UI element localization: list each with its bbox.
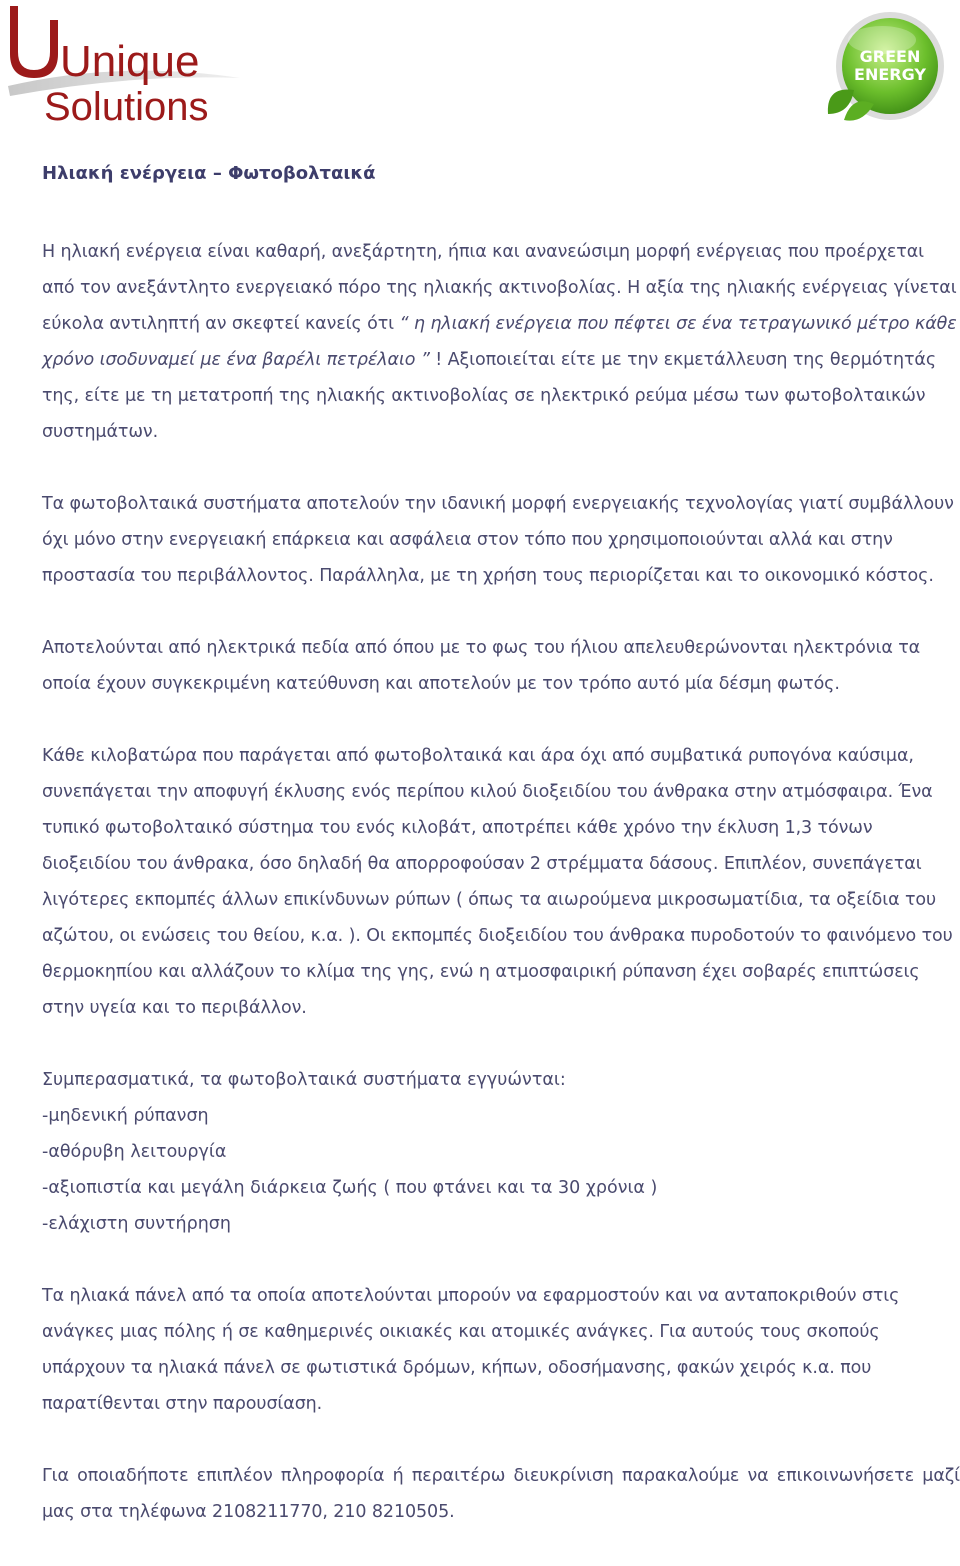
conclusion-lead: Συμπερασματικά, τα φωτοβολταικά συστήματα εγγυώνται: <box>42 1070 566 1090</box>
paragraph-composition: Αποτελούνται από ηλεκτρικά πεδία από όπου με το φως του ήλιου απελευθερώνονται ηλεκτρόνια τα οποία έχουν συγκεκριμένη κατεύθυνση και αποτελούν με τον τρόπο αυτό μία δέσμη φωτός. <box>42 638 921 694</box>
list-item: -αξιοπιστία και μεγάλη διάρκεια ζωής ( που φτάνει και τα 30 χρόνια ) <box>42 1178 658 1198</box>
green-energy-badge <box>822 10 950 128</box>
paragraph-panels: Τα ηλιακά πάνελ από τα οποία αποτελούνται μπορούν να εφαρμοστούν και να ανταποκριθούν στις ανάγκες μιας πόλης ή σε καθημερινές οικιακές και ατομικές ανάγκες. Για αυτούς τους σκοπούς υπάρχουν τα ηλιακά πάνελ σε φωτιστικά δρόμων, κήπων, οδοσήμανσης, φακών χειρός κ.α. που παρατίθενται στην παρουσίαση. <box>42 1286 900 1414</box>
article <box>42 158 960 1566</box>
badge-text-energy: ENERGY <box>854 65 926 84</box>
list-item: -αθόρυβη λειτουργία <box>42 1142 227 1162</box>
unique-solutions-logo <box>0 0 250 135</box>
page-title: Ηλιακή ενέργεια – Φωτοβολταικά <box>42 163 376 184</box>
list-item: -μηδενική ρύπανση <box>42 1106 209 1126</box>
intro-text-end: ! Αξιοποιείται είτε με την εκμετάλλευση της θερμότητάς της, είτε με τη μετατροπή της ηλιακής ακτινοβολίας σε ηλεκτρικό ρεύμα μέσω των φωτοβολταικών συστημάτων. <box>42 350 936 442</box>
intro-paragraph <box>42 234 960 450</box>
badge-text-green: GREEN <box>859 47 921 66</box>
paragraph-emissions: Κάθε κιλοβατώρα που παράγεται από φωτοβολταικά και άρα όχι από συμβατικά ρυπογόνα καύσιμα, συνεπάγεται την αποφυγή έκλυσης ενός περίπου κιλού διοξειδίου του άνθρακα στην ατμόσφαιρα. Ένα τυπικό φωτοβολταικό σύστημα του ενός κιλοβάτ, αποτρέπει κάθε χρόνο την έκλυση 1,3 τόνων διοξειδίου του άνθρακα, όσο δηλαδή θα απορροφούσαν 2 στρέμματα δάσους. Επιπλέον, συνεπάγεται λιγότερες εκπομπές άλλων επικίνδυνων ρύπων ( όπως τα αιωρούμενα μικροσωματίδια, τα οξείδια του αζώτου, οι ενώσεις του θείου, κ.α. ). Οι εκπομπές διοξειδίου του άνθρακα πυροδοτούν το φαινόμενο του θερμοκηπίου και αλλάζουν το κλίμα της γης, ενώ η ατμοσφαιρική ρύπανση έχει σοβαρές επιπτώσεις στην υγεία και το περιβάλλον. <box>42 746 953 1018</box>
list-item: -ελάχιστη συντήρηση <box>42 1214 231 1234</box>
paragraph-pv-systems: Τα φωτοβολταικά συστήματα αποτελούν την ιδανική μορφή ενεργειακής τεχνολογίας γιατί συμβάλλουν όχι μόνο στην ενεργειακή επάρκεια και ασφάλεια στον τόπο που χρησιμοποιούνται αλλά και στην προστασία του περιβάλλοντος. Παράλληλα, με τη χρήση τους περιορίζεται και το οικονομικό κόστος. <box>42 494 954 586</box>
intro-quote: “ η ηλιακή ενέργεια που πέφτει σε ένα τετραγωνικό μέτρο κάθε χρόνο ισοδυναμεί με ένα βαρέλι πετρέλαιο ” <box>42 314 957 370</box>
logo-text-unique: Unique <box>60 37 200 86</box>
contact-paragraph: Για οποιαδήποτε επιπλέον πληροφορία ή περαιτέρω διευκρίνιση παρακαλούμε να επικοινωνήσετε μαζί μας στα τηλέφωνα 2108211770, 210 8210505. <box>42 1466 960 1522</box>
intro-text: Η ηλιακή ενέργεια είναι καθαρή, ανεξάρτητη, ήπια και ανανεώσιμη μορφή ενέργειας που προέρχεται από τον ανεξάντλητο ενεργειακό πόρο της ηλιακής ακτινοβολίας. Η αξία της ηλιακής ενέργειας γίνεται εύκολα αντιληπτή αν σκεφτεί κανείς ότι <box>42 242 957 334</box>
logo-text-solutions: Solutions <box>44 85 209 129</box>
conclusion-list <box>42 1062 960 1242</box>
